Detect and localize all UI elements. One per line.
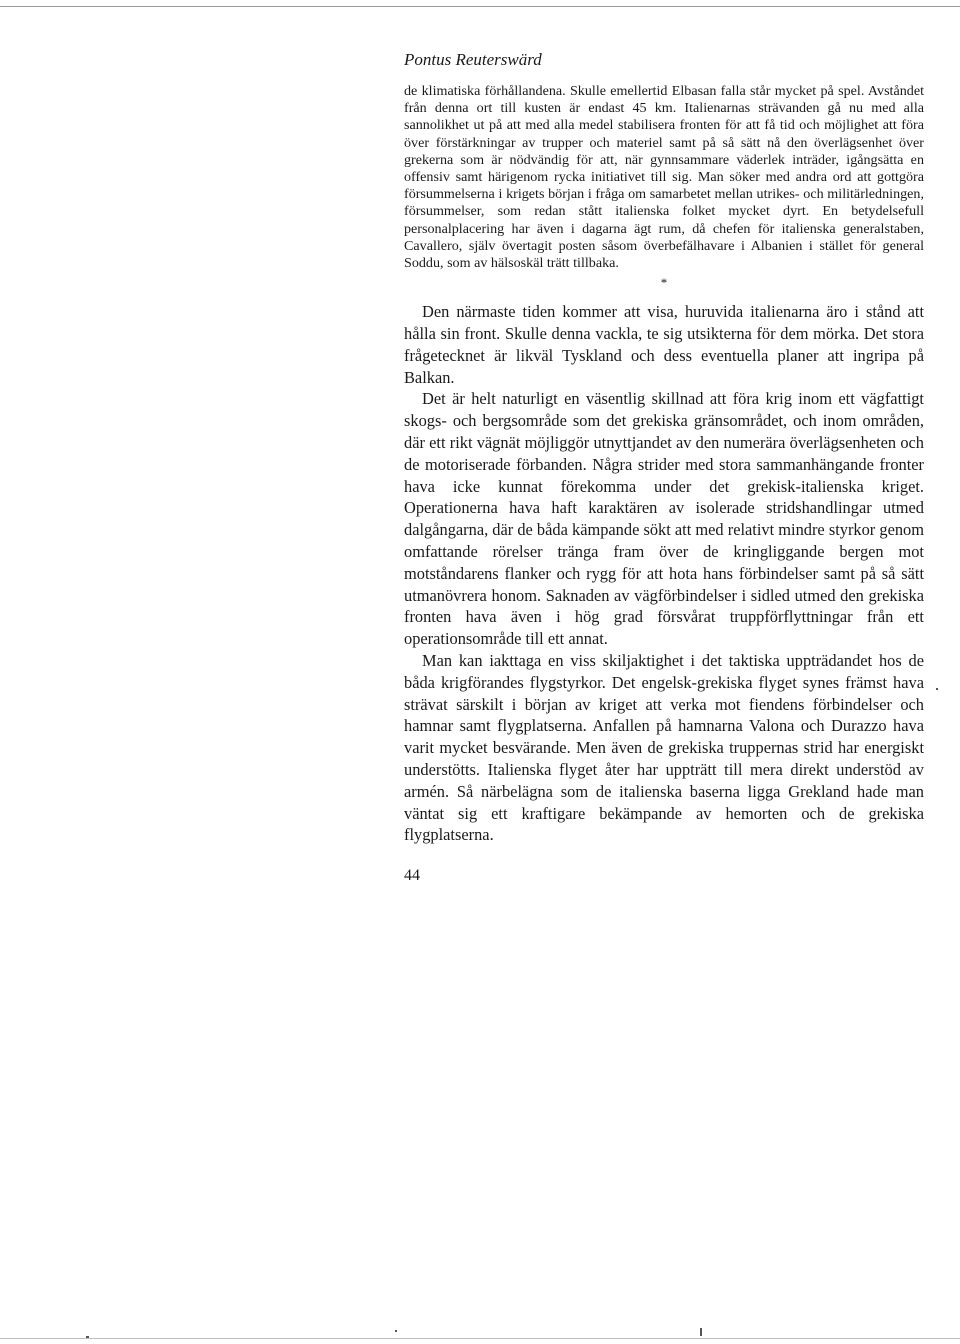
section-main-text xyxy=(404,301,924,846)
section-separator: * xyxy=(660,275,668,291)
paragraph: Det är helt naturligt en väsentlig skillnad att föra krig inom ett vägfattigt skogs- och bergsområde som det grekiska gränsområdet, och inom områden, där ett rikt vägnät möjliggör utnyttjandet av den numerära överlägsenheten och de motoriserade förbanden. Några strider med stora sammanhängande fronter hava icke kunnat förekomma under det grekisk-italienska kriget. Operationerna hava haft karaktären av isolerade stridshandlingar utmed dalgångarna, där de båda kämpande sökt att med relativt mindre styrkor genom omfattande rörelser tränga fram över de kringliggande bergen mot motståndarens flanker och rygg för att hota hans förbindelser samt på så sätt utmanövrera honom. Saknaden av vägförbindelser i sidled utmed den grekiska fronten hava även i hög grad försvårat truppförflyttningar från ett operationsområde till ett annat. xyxy=(404,389,924,649)
paragraph: de klimatiska förhållandena. Skulle emellertid Elbasan falla står mycket på spel. Avståndet från denna ort till kusten är endast 45 km. Italienarnas strävanden gå nu med alla sannolikhet ut på att med alla medel stabilisera fronten för att få tid och möjlighet att föra över förstärkningar av trupper och materiel samt på så sätt nå den överlägsenhet över grekerna som är nödvändig för att, när gynnsammare väderlek inträder, igångsätta en offensiv samt härigenom rycka initiativet till sig. Man söker med andra ord att gottgöra försummelserna i krigets början i fråga om samarbetet mellan utrikes- och militärledningen, försummelser, som redan stått italienska folket mycket dyrt. En betydelsefull personalplacering har även i dagarna ägt rum, då chefen för italienska generalstaben, Cavallero, själv övertagit posten såsom överbefälhavare i Albanien i stället för general Soddu, som av hälsoskäl trätt tillbaka. xyxy=(404,83,924,272)
scan-speck xyxy=(86,1336,89,1338)
document-page xyxy=(404,50,924,886)
running-header-author: Pontus Reuterswärd xyxy=(404,50,542,69)
paragraph: Den närmaste tiden kommer att visa, huruvida italienarna äro i stånd att hålla sin front. Skulle denna vackla, te sig utsikterna för dem mörka. Det stora frågetecknet är likväl Tyskland och dess eventuella planer att ingripa på Balkan. xyxy=(404,302,924,387)
page-number: 44 xyxy=(404,867,420,885)
section-small-print xyxy=(404,83,924,272)
scan-speck xyxy=(700,1328,702,1336)
paragraph: Man kan iakttaga en viss skiljaktighet i det taktiska uppträdandet hos de båda krigförandes flygstyrkor. Det engelsk-grekiska flyget synes främst hava strävat särskilt i början av kriget att verka mot fiendens förbindelser och hamnar samt flygplatserna. Anfallen på hamnarna Valona och Durazzo hava varit mycket besvärande. Men även de grekiska truppernas strid har energiskt understötts. Italienska flyget åter har uppträtt till mera direkt understöd av armén. Så närbelägna som de italienska baserna ligga Grekland hade man väntat sig ett kraftigare bekämpande av hemorten och de grekiska flygplatserna. xyxy=(404,650,924,845)
scan-speck xyxy=(936,688,938,690)
top-scan-edge xyxy=(0,6,960,7)
scan-speck xyxy=(395,1330,397,1332)
bottom-scan-edge xyxy=(0,1338,960,1339)
